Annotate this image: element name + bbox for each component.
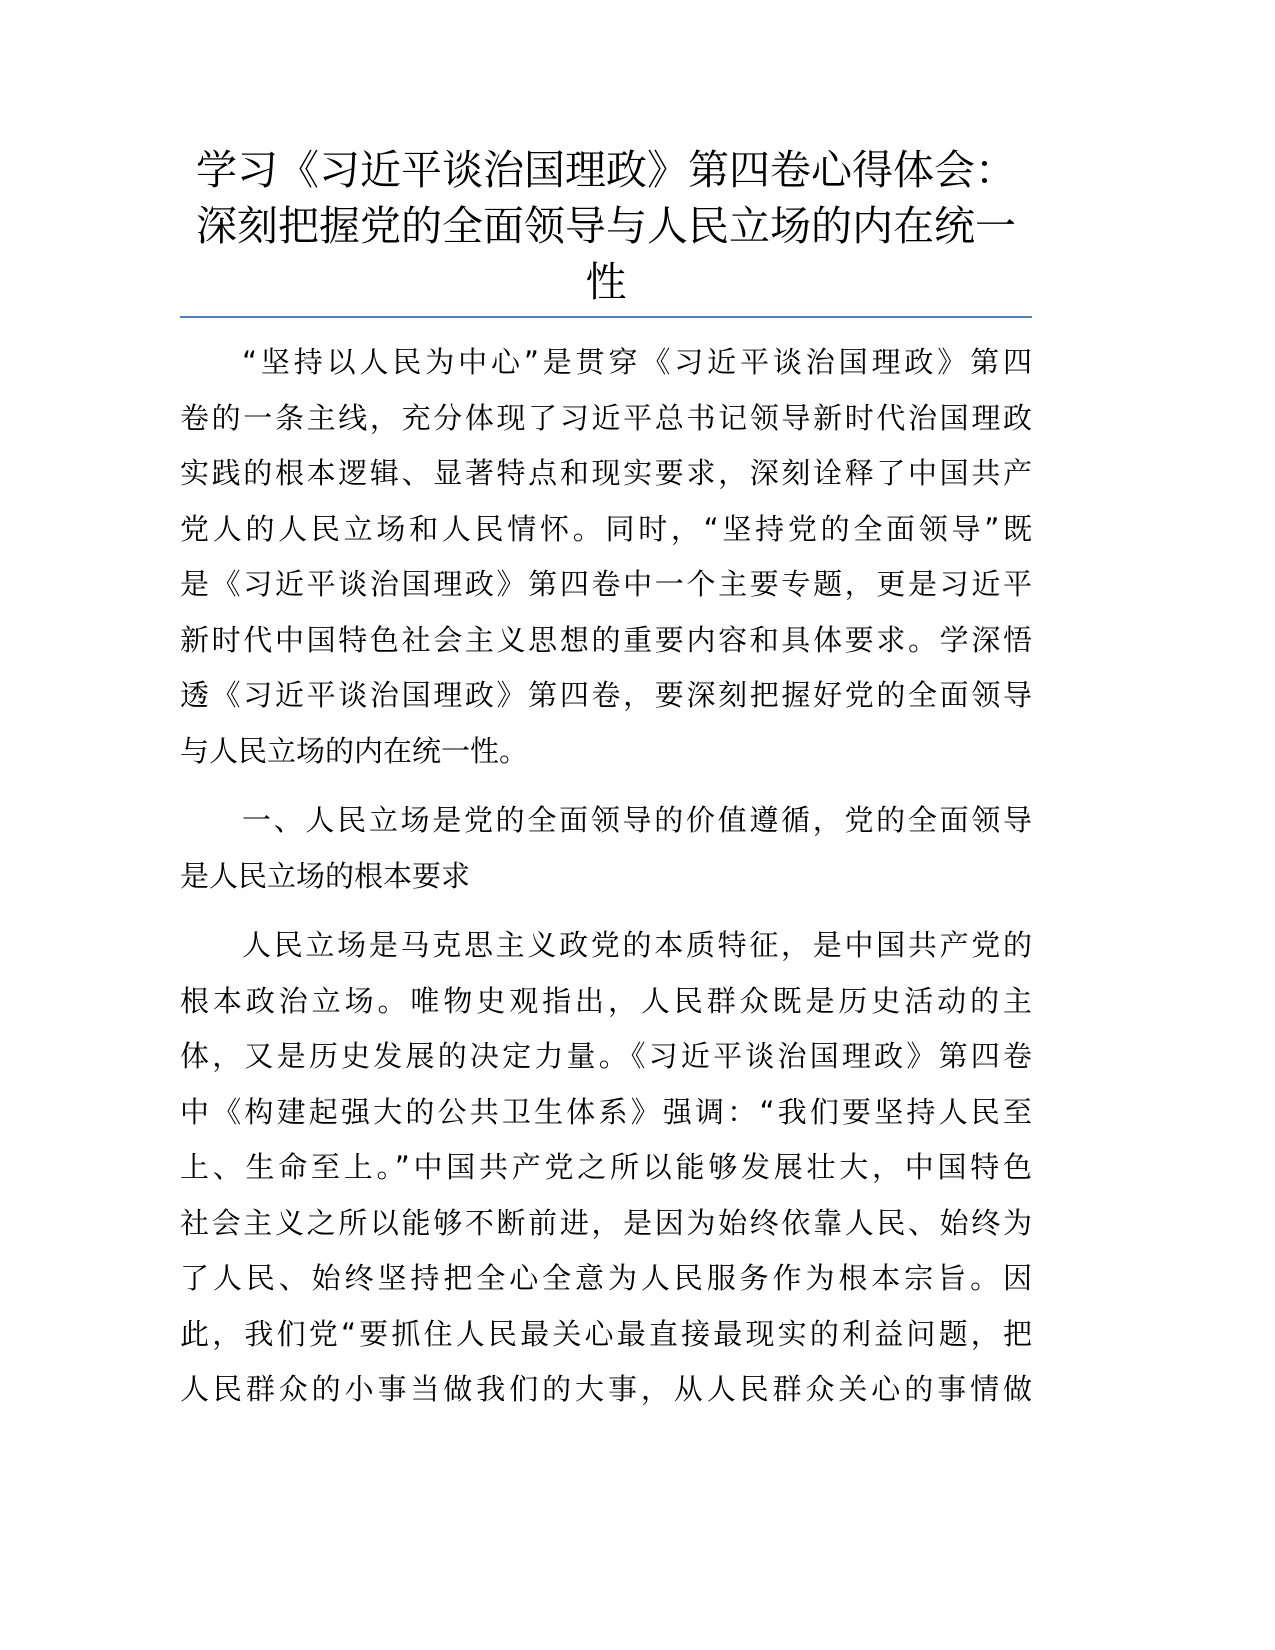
text-line: 卷的一条主线，充分体现了习近平总书记领导新时代治国理政 xyxy=(180,400,1032,435)
text-line: 社会主义之所以能够不断前进，是因为始终依靠人民、始终为 xyxy=(180,1205,1032,1240)
text-line: 中《构建起强大的公共卫生体系》强调：“我们要坚持人民至 xyxy=(180,1094,1032,1129)
title-line: 学习《习近平谈治国理政》第四卷心得体会： xyxy=(196,146,1016,194)
paragraph xyxy=(180,918,1032,1418)
text-line: 根本政治立场。唯物史观指出，人民群众既是历史活动的主 xyxy=(180,983,1032,1018)
text-line: 党人的人民立场和人民情怀。同时，“坚持党的全面领导”既 xyxy=(180,511,1032,546)
text-line: 是人民立场的根本要求 xyxy=(180,858,471,893)
title-line: 性 xyxy=(585,258,627,306)
title-divider xyxy=(180,316,1032,318)
text-line: 实践的根本逻辑、显著特点和现实要求，深刻诠释了中国共产 xyxy=(180,456,1032,490)
text-line: 此，我们党“要抓住人民最关心最直接最现实的利益问题，把 xyxy=(180,1316,1032,1351)
text-line: 人民立场是马克思主义政党的本质特征，是中国共产党的 xyxy=(242,928,1032,962)
text-line: 体，又是历史发展的决定力量。《习近平谈治国理政》第四卷 xyxy=(180,1039,1032,1073)
text-line: 了人民、始终坚持把全心全意为人民服务作为根本宗旨。因 xyxy=(180,1261,1032,1295)
text-line: 与人民立场的内在统一性。 xyxy=(180,733,529,768)
text-line: 新时代中国特色社会主义思想的重要内容和具体要求。学深悟 xyxy=(180,622,1032,657)
section-heading xyxy=(180,793,1032,904)
text-line: “坚持以人民为中心”是贯穿《习近平谈治国理政》第四 xyxy=(242,345,1032,379)
text-line: 是《习近平谈治国理政》第四卷中一个主要专题，更是习近平 xyxy=(180,567,1032,601)
text-line: 上、生命至上。”中国共产党之所以能够发展壮大，中国特色 xyxy=(180,1150,1032,1184)
text-line: 透《习近平谈治国理政》第四卷，要深刻把握好党的全面领导 xyxy=(180,678,1032,712)
text-line: 人民群众的小事当做我们的大事，从人民群众关心的事情做 xyxy=(180,1372,1032,1406)
text-line: 一、人民立场是党的全面领导的价值遵循，党的全面领导 xyxy=(242,803,1032,837)
title-line: 深刻把握党的全面领导与人民立场的内在统一 xyxy=(196,202,1016,250)
paragraph xyxy=(180,335,1032,779)
document-title xyxy=(180,142,1032,310)
document-body xyxy=(180,335,1032,1432)
